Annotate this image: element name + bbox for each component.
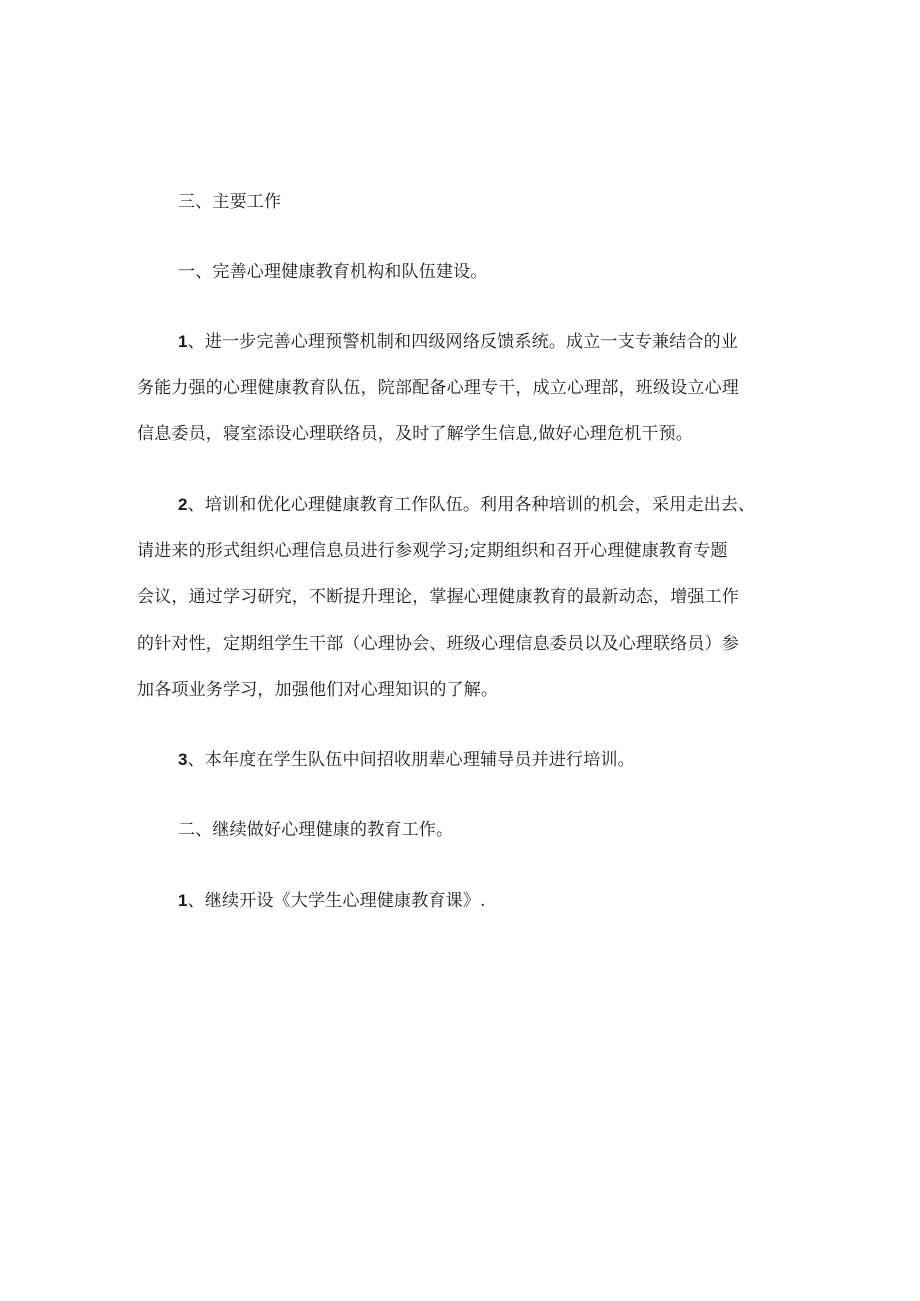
- paragraph-2-line-1: [178, 494, 755, 516]
- item-number: 1: [178, 332, 188, 351]
- paragraph-2-line-2: 请进来的形式组织心理信息员进行参观学习;定期组织和召开心理健康教育专题: [137, 541, 728, 561]
- paragraph-1-line-1: [178, 331, 738, 353]
- item-number: 3: [178, 750, 188, 769]
- subsection-heading-2: 二、继续做好心理健康的教育工作。: [178, 820, 454, 840]
- item-number: 2: [178, 495, 188, 514]
- paragraph-2-line-5: 加各项业务学习，加强他们对心理知识的了解。: [137, 680, 499, 700]
- paragraph-text: 、培训和优化心理健康教育工作队伍。利用各种培训的机会，采用走出去、: [187, 495, 756, 515]
- paragraph-1-line-3: 信息委员，寝室添设心理联络员，及时了解学生信息,做好心理危机干预。: [137, 424, 694, 444]
- paragraph-text: 、进一步完善心理预警机制和四级网络反馈系统。成立一支专兼结合的业: [187, 332, 739, 352]
- paragraph-text: 、继续开设《大学生心理健康教育课》.: [187, 891, 486, 911]
- section-heading: 三、主要工作: [178, 192, 282, 212]
- item-number: 1: [178, 891, 188, 910]
- paragraph-text: 、本年度在学生队伍中间招收朋辈心理辅导员并进行培训。: [187, 750, 635, 770]
- paragraph-1-line-2: 务能力强的心理健康教育队伍，院部配备心理专干，成立心理部，班级设立心理: [137, 378, 739, 398]
- paragraph-2-line-3: 会议，通过学习研究，不断提升理论，掌握心理健康教育的最新动态，增强工作: [137, 587, 739, 607]
- subsection-heading-1: 一、完善心理健康教育机构和队伍建设。: [178, 262, 488, 282]
- paragraph-4-line-1: [178, 890, 486, 912]
- paragraph-2-line-4: 的针对性，定期组学生干部（心理协会、班级心理信息委员以及心理联络员）参: [137, 634, 739, 654]
- paragraph-3-line-1: [178, 749, 635, 771]
